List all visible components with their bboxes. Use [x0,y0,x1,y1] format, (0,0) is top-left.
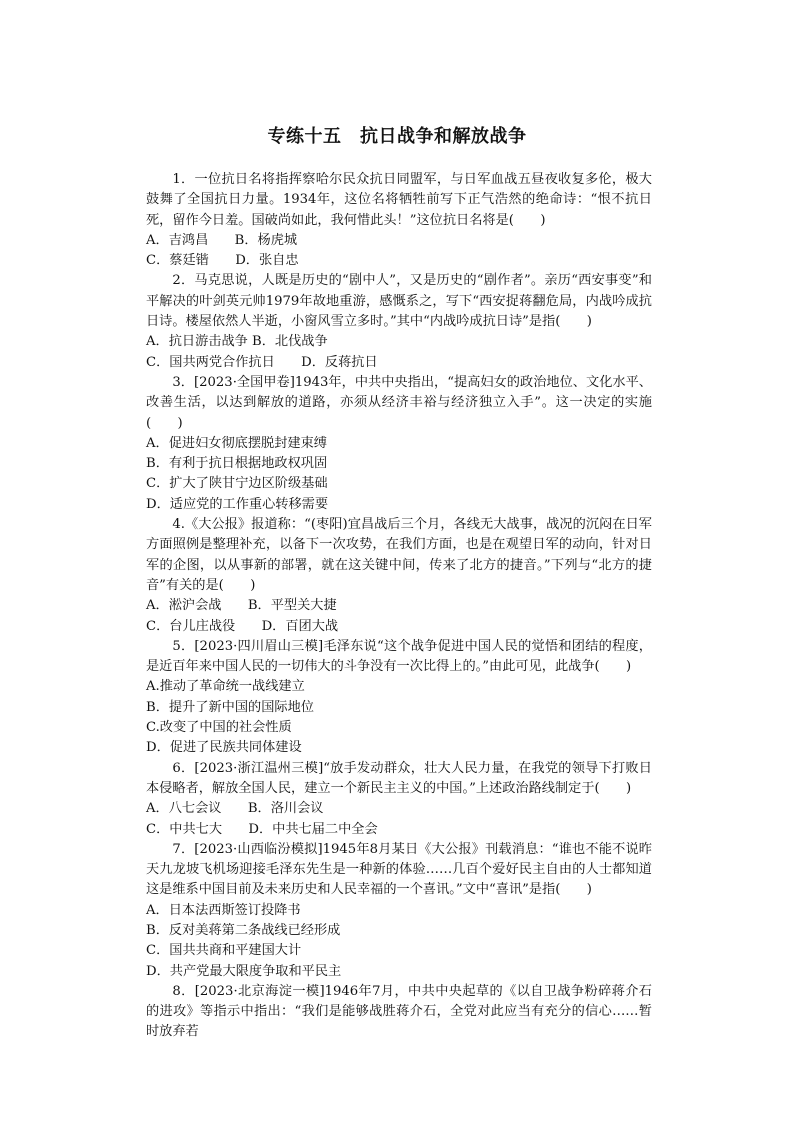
question-stem: 7．[2023·山西临汾模拟]1945年8月某日《大公报》刊载消息：“谁也不能不说昨天九龙坡飞机场迎接毛泽东先生是一种新的体验……几百个爱好民主自由的人士都知道这是维系中国目前及未来历史和人民幸福的一个喜讯。”文中“喜讯”是指( ) [146,841,652,898]
question-stem: 5．[2023·四川眉山三模]毛泽东说“这个战争促进中国人民的觉悟和团结的程度，是近百年来中国人民的一切伟大的斗争没有一次比得上的。”由此可见，此战争( ) [146,638,652,675]
answer-option: C．国共共商和平建国大计 [146,943,302,959]
answer-option: A.推动了革命统一战线建立 [146,679,305,695]
answer-option: B．反对美蒋第二条战线已经形成 [146,922,341,938]
question-stem: 2．马克思说，人既是历史的“剧中人”，又是历史的“剧作者”。亲历“西安事变”和平解决的叶剑英元帅1979年故地重游，感慨系之，写下“西安捉蒋翻危局，内战吟成抗日诗。楼屋依然人半逝，小窗风雪立多时。”其中“内战吟成抗日诗”是指( ) [146,273,652,330]
question-stem: 4.《大公报》报道称：“(枣阳)宜昌战后三个月，各线无大战事，战况的沉闷在日军方面照例是整理补充，以备下一次攻势，在我们方面，也是在观望日军的动向，针对日军的企图，以从事新的部署，就在这关键中间，传来了北方的捷音。”下列与“北方的捷音”有关的是( ) [146,517,652,593]
answer-option: C.改变了中国的社会性质 [146,720,292,736]
answer-option: A．促进妇女彻底摆脱封建束缚 [146,435,327,451]
answer-option: D．共产党最大限度争取和平民主 [146,963,342,979]
answer-option: D．适应党的工作重心转移需要 [146,496,329,512]
answer-option: C．中共七大 D．中共七届二中全会 [146,821,378,837]
answer-option: C．台儿庄战役 D．百团大战 [146,618,339,634]
answer-option: A．八七会议 B．洛川会议 [146,801,324,817]
answer-option: B．提升了新中国的国际地位 [146,699,314,715]
answer-option: B．有利于抗日根据地政权巩固 [146,456,328,472]
question-list [146,170,652,1043]
answer-option: C．扩大了陕甘宁边区阶级基础 [146,476,328,492]
answer-option: C．蔡廷锴 D．张自忠 [146,253,299,269]
answer-option: A．淞沪会战 B．平型关大捷 [146,598,337,614]
answer-option: A．日本法西斯签订投降书 [146,902,301,918]
question-stem: 1．一位抗日名将指挥察哈尔民众抗日同盟军，与日军血战五昼夜收复多伦，极大鼓舞了全国抗日力量。1934年，这位名将牺牲前写下正气浩然的绝命诗：“恨不抗日死，留作今日羞。国破尚如此，我何惜此头！”这位抗日名将是( ) [146,172,652,228]
answer-option: A．抗日游击战争 B．北伐战争 [146,334,328,350]
question-stem: 8．[2023·北京海淀一模]1946年7月，中共中央起草的《以自卫战争粉碎蒋介石的进攻》等指示中指出：“我们是能够战胜蒋介石，全党对此应当有充分的信心……暂时放弃若 [146,983,652,1040]
answer-option: A．吉鸿昌 B．杨虎城 [146,232,298,248]
answer-option: D．促进了民族共同体建设 [146,740,302,756]
answer-option: C．国共两党合作抗日 D．反蒋抗日 [146,354,378,370]
page-title: 专练十五 抗日战争和解放战争 [267,126,527,147]
question-stem: 3．[2023·全国甲卷]1943年，中共中央指出，“提高妇女的政治地位、文化水平、改善生活，以达到解放的道路，亦须从经济丰裕与经济独立入手”。这一决定的实施( ) [146,374,652,431]
question-stem: 6．[2023·浙江温州三模]“放手发动群众，壮大人民力量，在我党的领导下打败日本侵略者，解放全国人民，建立一个新民主主义的中国。”上述政治路线制定于( ) [146,760,652,796]
